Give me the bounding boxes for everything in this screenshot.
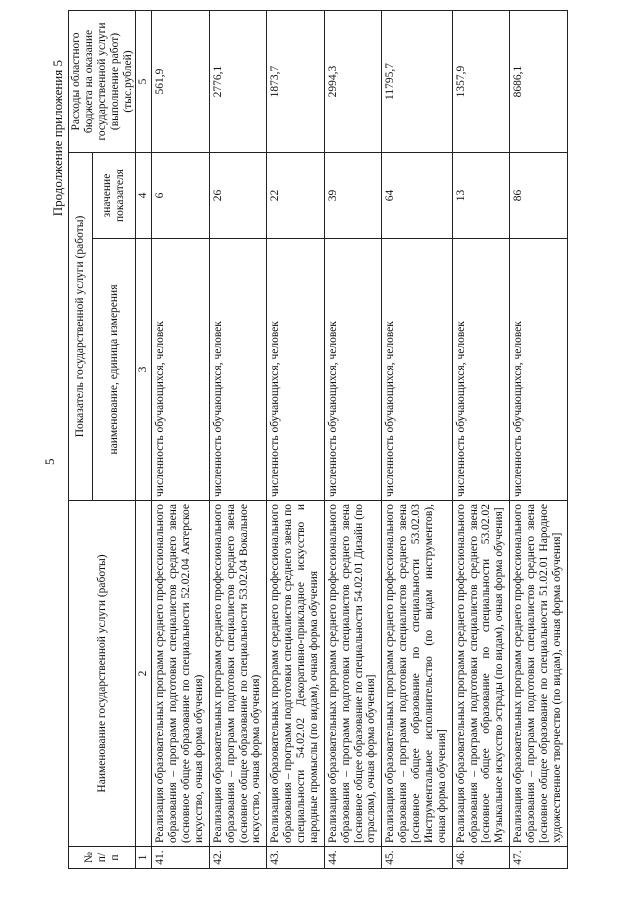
table-row: [152, 11, 210, 869]
header-num: № п/п: [69, 847, 136, 869]
indicator-value: 26: [209, 153, 267, 239]
service-name: Реализация образовательных программ среднего профессионального образования – программ подготовки специалистов среднего звена (основное общее образование по специальности 52.02.04 Актерское искусство, очная форма обучения): [152, 501, 210, 847]
indicator-name: численность обучающихся, человек: [267, 239, 325, 501]
service-name: Реализация образовательных программ среднего профессионального образования – программ подготовки специалистов среднего звена [основное общее образование по специальности 53.02.03 Инструментальное исполнительство (по видам инструментов), очная форма обучения]: [382, 501, 452, 847]
indicator-value: 39: [324, 153, 382, 239]
service-name: Реализация образовательных программ среднего профессионального образования – программ подготовки специалистов среднего звена по специальности 54.02.02 Декоративно-прикладное искусство и народные промыслы (по видам), очная форма обучения: [267, 501, 325, 847]
indicator-value: 13: [452, 153, 510, 239]
indicator-name: численность обучающихся, человек: [510, 239, 568, 501]
page-number: 5: [42, 458, 57, 465]
column-number: 5: [136, 11, 152, 153]
expense-amount: 1357,9: [452, 11, 510, 153]
header-indicator-value: значение показателя: [92, 153, 135, 239]
expense-amount: 11795,7: [382, 11, 452, 153]
service-name: Реализация образовательных программ среднего профессионального образования – программ подготовки специалистов среднего звена [основное общее образование по специальности 54.02.01 Дизайн (по отраслям), очная форма обучения]: [324, 501, 382, 847]
service-name: Реализация образовательных программ среднего профессионального образования – программ подготовки специалистов среднего звена (основное общее образование по специальности 53.02.04 Вокальное искусство, очная форма обучения): [209, 501, 267, 847]
table-row: [267, 11, 325, 869]
service-name: Реализация образовательных программ среднего профессионального образования – программ подготовки специалистов среднего звена [основное общее образование по специальности 53.02.02 Музыкальное искусство эстрады (по видам), очная форма обучения]: [452, 501, 510, 847]
table-row: [209, 11, 267, 869]
row-number: 41.: [152, 847, 210, 869]
expense-amount: 1873,7: [267, 11, 325, 153]
row-number: 45.: [382, 847, 452, 869]
table-row: [452, 11, 510, 869]
header-service-name: Наименование государственной услуги (работы): [69, 501, 136, 847]
indicator-name: численность обучающихся, человек: [324, 239, 382, 501]
table-row: [324, 11, 382, 869]
row-number: 42.: [209, 847, 267, 869]
header-indicator-group: Показатель государственной услуги (работы): [69, 153, 93, 501]
row-number: 47.: [510, 847, 568, 869]
indicator-name: численность обучающихся, человек: [209, 239, 267, 501]
indicator-name: численность обучающихся, человек: [382, 239, 452, 501]
expense-amount: 8686,1: [510, 11, 568, 153]
indicator-name: численность обучающихся, человек: [152, 239, 210, 501]
expense-amount: 561,9: [152, 11, 210, 153]
row-number: 44.: [324, 847, 382, 869]
indicator-value: 86: [510, 153, 568, 239]
indicator-value: 64: [382, 153, 452, 239]
column-number: 1: [136, 847, 152, 869]
row-number: 46.: [452, 847, 510, 869]
expense-amount: 2776,1: [209, 11, 267, 153]
indicator-value: 6: [152, 153, 210, 239]
header-indicator-unit: наименование, единица измерения: [92, 239, 135, 501]
continuation-title: Продолжение приложения 5: [50, 60, 65, 217]
header-expenses: Расходы областного бюджета на оказание государственной услуги (выполнение работ) (тыс.рублей): [69, 11, 136, 153]
indicator-name: численность обучающихся, человек: [452, 239, 510, 501]
column-number: 4: [136, 153, 152, 239]
table-row: [382, 11, 452, 869]
column-number: 3: [136, 239, 152, 501]
services-table: [68, 10, 568, 869]
row-number: 43.: [267, 847, 325, 869]
expense-amount: 2994,3: [324, 11, 382, 153]
indicator-value: 22: [267, 153, 325, 239]
table-row: [510, 11, 568, 869]
service-name: Реализация образовательных программ среднего профессионального образования – программ подготовки специалистов среднего звена [основное общее образование по специальности 51.02.01 Народное художественное творчество (по видам), очная форма обучения]: [510, 501, 568, 847]
column-number: 2: [136, 501, 152, 847]
